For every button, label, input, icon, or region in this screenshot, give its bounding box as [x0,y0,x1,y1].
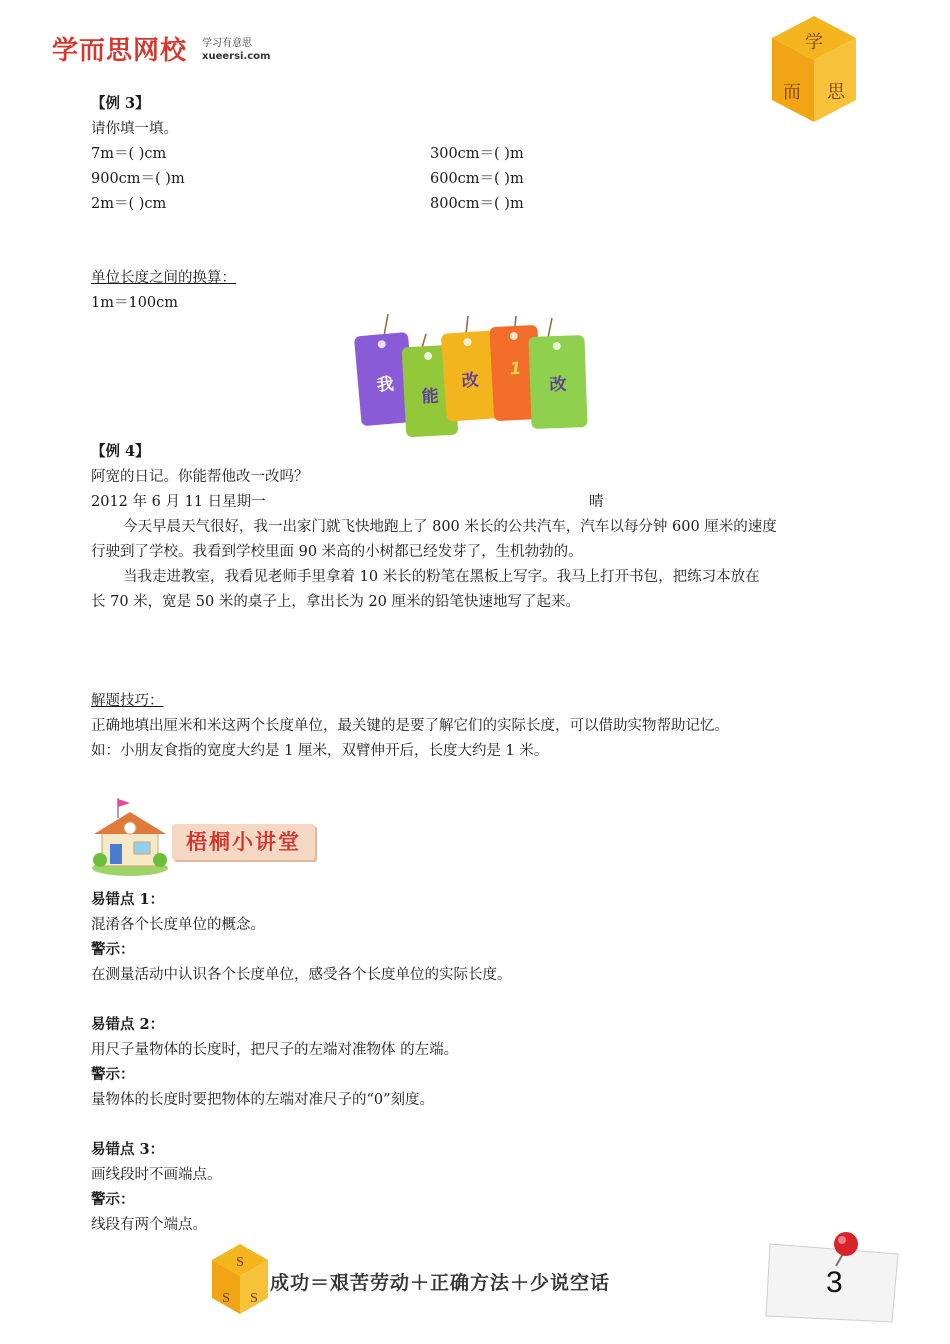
mistake-1-text: 混淆各个长度单位的概念。 [91,917,265,933]
tips-line1: 正确地填出厘米和米这两个长度单位，最关键的是要了解它们的实际长度，可以借助实物帮助记忆。 [91,718,729,734]
conversion-formula: 1m＝100cm [91,295,179,311]
hanging-tags-illustration [348,312,598,442]
diary-para2-line1: 当我走进教室，我看见老师手里拿着 10 米长的粉笔在黑板上写字。我马上打开书包，把练习本放在 [123,569,760,585]
fill-blank-900cm: 900cm＝( )m [91,171,185,187]
mistake-1-warn-title: 警示： [91,941,135,958]
diary-para1-line2: 行驶到了学校。我看到学校里面 90 米高的小树都已经发芽了，生机勃勃的。 [91,544,583,560]
fill-blank-7m: 7m＝( )cm [91,146,167,162]
logo-subtitle: 学习有意思 [202,38,252,49]
cube-char-right: 思 [827,82,845,103]
fill-blank-300cm: 300cm＝( )m [430,146,524,162]
logo-cube-icon [770,14,858,126]
cube-s-left: S [222,1291,230,1306]
schoolhouse-icon [88,796,172,878]
tips-line2: 如：小朋友食指的宽度大约是 1 厘米，双臂伸开后，长度大约是 1 米。 [91,743,549,759]
lecture-banner-title: 梧桐小讲堂 [186,830,301,854]
diary-para2-line2: 长 70 米，宽是 50 米的桌子上，拿出长为 20 厘米的铅笔快速地写了起来。 [91,594,581,610]
example3-title: 【例 3】 [91,95,150,112]
mistake-3-warn-text: 线段有两个端点。 [91,1217,207,1233]
mistake-3-title: 易错点 3： [91,1141,165,1158]
logo-url: xueersi.com [202,51,271,62]
mistake-2-warn-text: 量物体的长度时要把物体的左端对准尺子的“0”刻度。 [91,1092,435,1108]
fill-blank-2m: 2m＝( )cm [91,196,167,212]
page-number: 3 [826,1266,843,1299]
logo-title: 学而思网校 [52,36,188,66]
diary-para1-line1: 今天早晨天气很好，我一出家门就飞快地跑上了 800 米长的公共汽车，汽车以每分钟 600 厘米的速度 [123,519,777,535]
example4-prompt: 阿宽的日记。你能帮他改一改吗？ [91,469,309,485]
mistake-3-text: 画线段时不画端点。 [91,1167,222,1183]
lecture-banner [172,824,315,860]
example4-title: 【例 4】 [91,443,150,460]
tag-char-2: 能 [421,386,440,408]
mistake-3-warn-title: 警示： [91,1191,135,1208]
footer-motto: 成功＝艰苦劳动＋正确方法＋少说空话 [270,1272,611,1294]
cube-s-right: S [250,1291,258,1306]
diary-date: 2012 年 6 月 11 日星期一 [91,494,266,510]
mistake-1-title: 易错点 1： [91,891,165,908]
fill-blank-800cm: 800cm＝( )m [430,196,524,212]
fill-blank-600cm: 600cm＝( )m [430,171,524,187]
cube-char-top: 学 [805,32,823,53]
mistake-1-warn-text: 在测量活动中认识各个长度单位，感受各个长度单位的实际长度。 [91,967,512,983]
cube-char-left: 而 [783,82,801,103]
tag-char-5: 改 [549,374,567,396]
example3-prompt: 请你填一填。 [91,121,178,137]
conversion-heading: 单位长度之间的换算： [91,270,236,286]
tag-char-1: 我 [375,374,395,396]
cube-s-top: S [236,1255,244,1270]
diary-weather: 晴 [589,494,604,510]
tag-char-4: 1 [509,358,522,380]
tips-heading: 解题技巧： [91,693,164,709]
tag-char-3: 改 [461,370,480,392]
mistake-2-text: 用尺子量物体的长度时，把尺子的左端对准物体 的左端。 [91,1042,459,1058]
sss-cube-icon [210,1242,270,1316]
mistake-2-warn-title: 警示： [91,1066,135,1083]
mistake-2-title: 易错点 2： [91,1016,165,1033]
